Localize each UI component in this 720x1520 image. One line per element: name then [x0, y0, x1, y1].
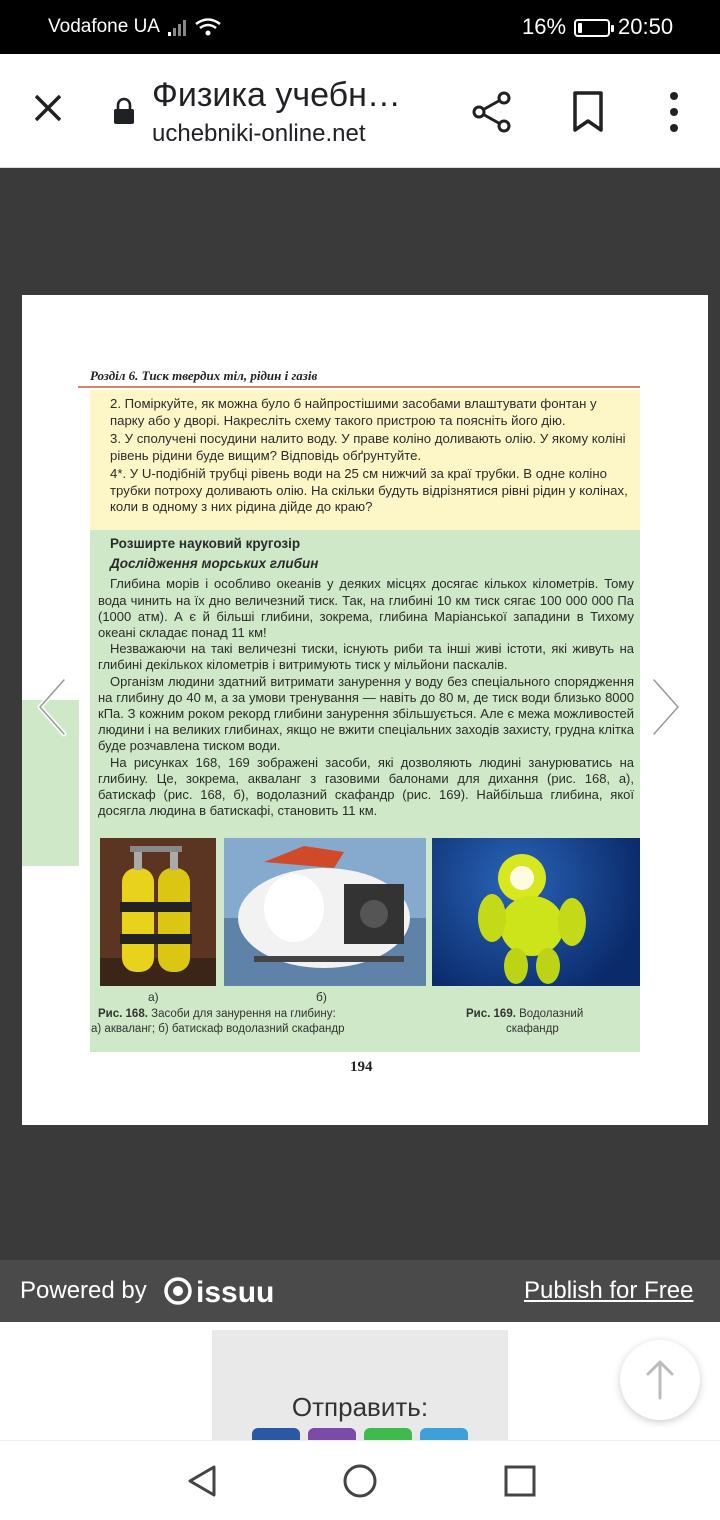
- nav-home-icon[interactable]: [342, 1463, 378, 1499]
- figure-168-text: Засоби для занурення на глибину:: [151, 1008, 336, 1020]
- questions-box: [90, 390, 640, 530]
- issuu-brand: issuu: [196, 1276, 275, 1308]
- chevron-right-icon[interactable]: [646, 676, 686, 738]
- battery-fill: [578, 23, 582, 33]
- issuu-logo-icon[interactable]: [164, 1274, 288, 1308]
- more-vert-icon[interactable]: [660, 90, 688, 134]
- figure-168-caption-line2: а) акваланг; б) батискаф водолазний скафандр: [91, 1023, 345, 1035]
- section-title: Розділ 6. Тиск твердих тіл, рідин і газів: [90, 368, 318, 383]
- paragraph: Організм людини здатний витримати занурення у воду без спеціального спорядження на глибину до 40 м, а за умови тренування — навіть до 80 м, де тиск води близько 8000 кПа. З кожним роком рекорд глибини занурення збільшується. Але є межа можливостей людини і на великих глибинах, якщо не вжити спеціальних заходів захисту, грудна клітка буде розчавлена тиском води.: [98, 673, 634, 754]
- nav-recents-icon[interactable]: [504, 1465, 536, 1497]
- box-heading: Розширте науковий кругозір: [110, 536, 301, 551]
- question-item: 4*. У U-подібній трубці рівень води на 25 см нижчий за краї трубки. В одне коліно трубки потроху доливають олію. На скільки будуть відрізнятися рівні рідин у колінах, коли в одному з них рідина дійде до краю?: [110, 466, 628, 514]
- signal-wifi-icon: [166, 16, 226, 38]
- arrow-up-icon: [620, 1340, 700, 1420]
- figure-169-caption: [466, 1007, 583, 1022]
- paragraph: Незважаючи на такі величезні тиски, існують риби та інші живі істоти, які живуть на глибині декількох кілометрів і витримують тиск у мільйони паскалів.: [98, 641, 634, 673]
- status-bar: [0, 0, 720, 54]
- bathyscaphe-photo: [224, 838, 426, 986]
- carrier-name: Vodafone UA: [48, 16, 160, 37]
- page-number: 194: [350, 1059, 373, 1075]
- figure-168-caption: [98, 1007, 336, 1022]
- diving-suit-photo: [432, 838, 640, 986]
- question-item: 2. Поміркуйте, як можна було б найпростішими засобами влаштувати фонтан у парку або у дворі. Накресліть схему такого пристрою та поясніть його дію.: [110, 396, 597, 428]
- share-icon[interactable]: [470, 90, 514, 134]
- bookmark-icon[interactable]: [570, 90, 606, 134]
- system-nav-bar: [0, 1440, 720, 1520]
- browser-toolbar: [0, 54, 720, 168]
- publish-for-free-link[interactable]: Publish for Free: [524, 1277, 694, 1304]
- figure-169-text: Водолазний: [519, 1008, 584, 1020]
- chevron-left-icon[interactable]: [32, 676, 72, 738]
- figure-169-caption-line2: скафандр: [506, 1023, 559, 1035]
- clock: 20:50: [618, 14, 674, 39]
- figure-label-b: б): [316, 990, 327, 1004]
- section-divider: [78, 386, 640, 388]
- aqualung-photo: [100, 838, 216, 986]
- question-item: 3. У сполучені посудини налито воду. У праве коліно доливають олію. У якому коліні рівень рідини буде вищим? Відповідь обґрунтуйте.: [110, 431, 626, 463]
- battery-icon: [574, 19, 610, 37]
- powered-by-label: Powered by: [20, 1277, 147, 1304]
- lock-icon: [112, 96, 136, 126]
- figure-label-a: а): [148, 990, 159, 1004]
- paragraph: На рисунках 168, 169 зображені засоби, які дозволяють людині занурюватись на глибину. Це, зокрема, акваланг з газовими балонами для дихання (рис. 168, а), батискаф (рис. 168, б), водолазний скафандр (рис. 169). Найбільша глибина, якої досягла людина в батискафі, становить 11 км.: [98, 754, 634, 819]
- figure-168-number: Рис. 168.: [98, 1008, 148, 1020]
- battery-percent: 16%: [522, 14, 567, 39]
- close-icon[interactable]: [30, 90, 66, 126]
- figure-169-number: Рис. 169.: [466, 1008, 516, 1020]
- scroll-to-top-button[interactable]: [620, 1340, 700, 1420]
- page-title: Физика учебн…: [152, 76, 401, 114]
- share-label: Отправить:: [291, 1392, 429, 1422]
- page-url[interactable]: uchebniki-online.net: [152, 120, 366, 147]
- nav-back-icon[interactable]: [184, 1463, 220, 1499]
- powered-by-bar: [0, 1260, 720, 1322]
- share-panel: [212, 1330, 508, 1442]
- paragraph: Глибина морів і особливо океанів у деяких місцях досягає кількох кілометрів. Тому вода чинить на їх дно величезний тиск. Так, на глибині 10 км тиск сягає 100 000 000 Па (1000 атм). А є й більші глибини, зокрема, глибина Маріанської западини в Тихому океані складає понад 11 км!: [98, 576, 634, 641]
- box-subheading: Дослідження морських глибин: [110, 556, 319, 572]
